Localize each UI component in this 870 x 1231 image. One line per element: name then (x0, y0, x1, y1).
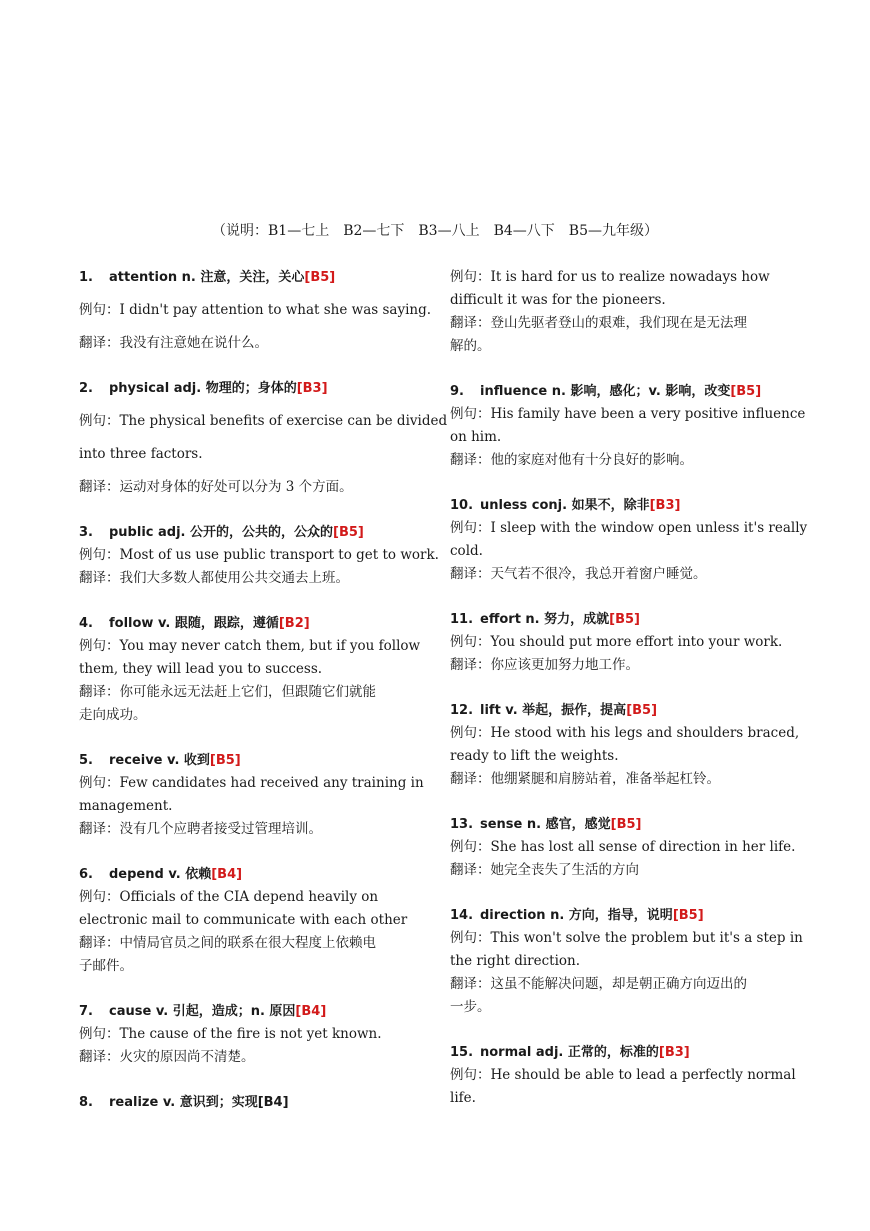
vocab-entry (79, 377, 448, 499)
vocab-entry (450, 813, 802, 882)
level-legend: （说明：B1—七上 B2—七下 B3—八上 B4—八下 B5—九年级） (212, 223, 658, 239)
vocab-entry (79, 863, 431, 978)
example-sentence: 例句：He stood with his legs and shoulders braced, (450, 725, 800, 741)
vocab-entry (79, 612, 431, 727)
entry-word: sense n. 感官，感觉 (480, 817, 611, 832)
example-sentence: cold. (450, 543, 483, 559)
entry-word: effort n. 努力，成就 (480, 612, 610, 627)
entry-word: normal adj. 正常的，标准的 (480, 1045, 659, 1060)
entry-number: 6. (79, 867, 93, 882)
entry-number: 15. (450, 1045, 474, 1060)
entry-word: receive v. 收到 (109, 753, 210, 768)
entry-word: cause v. 引起，造成；n. 原因 (109, 1004, 296, 1019)
right-column (450, 266, 808, 1110)
entry-heading (450, 699, 802, 722)
translation: 子邮件。 (79, 958, 133, 974)
translation: 翻译：他绷紧腿和肩膀站着，准备举起杠铃。 (450, 771, 720, 787)
entry-word: direction n. 方向，指导，说明 (480, 908, 673, 923)
entry-heading (79, 863, 431, 886)
spacer (79, 590, 431, 612)
entry-number: 7. (79, 1004, 93, 1019)
level-tag: [B4] (295, 1004, 327, 1019)
level-tag: [B5] (672, 908, 704, 923)
entry-number: 4. (79, 616, 93, 631)
entry-word: depend v. 依赖 (109, 867, 212, 882)
entry-heading (450, 380, 802, 403)
translation: 翻译：你应该更加努力地工作。 (450, 657, 639, 673)
example-sentence: 例句：It is hard for us to realize nowadays how (450, 269, 770, 285)
translation: 翻译：这虽不能解决问题，却是朝正确方向迈出的 (450, 976, 747, 992)
entry-number: 8. (79, 1095, 93, 1110)
example-sentence: 例句：She has lost all sense of direction in her life. (450, 839, 796, 855)
entry-heading (450, 904, 802, 927)
example-sentence: life. (450, 1090, 476, 1106)
entry-number: 5. (79, 753, 93, 768)
spacer (79, 433, 431, 443)
vocab-entry (79, 266, 431, 355)
entry-number: 12. (450, 703, 474, 718)
translation: 一步。 (450, 999, 491, 1015)
vocab-entry (450, 904, 802, 1019)
translation: 走向成功。 (79, 707, 147, 723)
entry-word: realize v. 意识到；实现[B4] (109, 1095, 289, 1110)
entry-heading (450, 608, 802, 631)
level-tag: [B3] (296, 381, 328, 396)
example-sentence: 例句：You should put more effort into your work. (450, 634, 783, 650)
vocab-entry (450, 699, 802, 791)
entry-heading (79, 521, 431, 544)
entry-number: 1. (79, 270, 93, 285)
spacer (450, 791, 802, 813)
example-sentence: difficult it was for the pioneers. (450, 292, 666, 308)
level-tag: [B5] (626, 703, 658, 718)
entry-word: attention n. 注意，关注，关心 (109, 270, 305, 285)
vocab-entry (450, 1041, 802, 1110)
entry-heading (450, 813, 802, 836)
entry-heading (79, 1091, 431, 1114)
example-sentence: 例句：Most of us use public transport to get to work. (79, 547, 439, 563)
spacer (79, 841, 431, 863)
example-sentence: 例句：His family have been a very positive influence (450, 406, 806, 422)
level-tag: [B2] (278, 616, 310, 631)
example-sentence: 例句：I sleep with the window open unless it's really (450, 520, 808, 536)
entry-number: 11. (450, 612, 474, 627)
translation: 翻译：你可能永远无法赶上它们，但跟随它们就能 (79, 684, 376, 700)
entry-heading (450, 494, 802, 517)
translation: 翻译：天气若不很冷，我总开着窗户睡觉。 (450, 566, 707, 582)
entry-heading (79, 266, 431, 289)
vocab-entry (450, 380, 806, 472)
spacer (79, 322, 431, 332)
example-sentence: into three factors. (79, 446, 203, 462)
entry-heading (79, 749, 431, 772)
spacer (79, 466, 431, 476)
level-tag: [B5] (730, 384, 762, 399)
level-tag: [B3] (658, 1045, 690, 1060)
spacer (450, 472, 802, 494)
example-sentence: 例句：Few candidates had received any training in (79, 775, 424, 791)
entry-number: 9. (450, 384, 464, 399)
entry-word: follow v. 跟随，跟踪，遵循 (109, 616, 279, 631)
entry-number: 13. (450, 817, 474, 832)
level-tag: [B5] (304, 270, 336, 285)
spacer (450, 677, 802, 699)
spacer (79, 978, 431, 1000)
entry-word: physical adj. 物理的；身体的 (109, 381, 297, 396)
spacer (450, 1019, 802, 1041)
spacer (450, 586, 802, 608)
entry-word: influence n. 影响，感化；v. 影响，改变 (480, 384, 731, 399)
translation: 翻译：我们大多数人都使用公共交通去上班。 (79, 570, 349, 586)
entry-word: unless conj. 如果不，除非 (480, 498, 650, 513)
vocab-entry (450, 494, 808, 586)
entry-number: 10. (450, 498, 474, 513)
vocab-entry (79, 1091, 431, 1114)
spacer (79, 355, 431, 377)
example-sentence: 例句：This won't solve the problem but it's a step in (450, 930, 803, 946)
entry-heading (79, 612, 431, 635)
example-sentence: 例句：I didn't pay attention to what she was saying. (79, 302, 432, 318)
example-sentence: 例句：The cause of the fire is not yet known. (79, 1026, 382, 1042)
example-sentence: 例句：Officials of the CIA depend heavily on (79, 889, 379, 905)
spacer (79, 727, 431, 749)
entry-number: 3. (79, 525, 93, 540)
vocab-entry (450, 608, 802, 677)
spacer (79, 1069, 431, 1091)
example-sentence: 例句：He should be able to lead a perfectly normal (450, 1067, 796, 1083)
level-tag: [B5] (209, 753, 241, 768)
vocab-entry (79, 749, 431, 841)
entry-number: 14. (450, 908, 474, 923)
level-tag: [B3] (649, 498, 681, 513)
vocab-entry (79, 521, 439, 590)
vocab-entry (79, 1000, 431, 1069)
level-tag: [B4] (211, 867, 243, 882)
entry-heading (79, 1000, 431, 1023)
example-sentence: them, they will lead you to success. (79, 661, 323, 677)
translation: 翻译：她完全丧失了生活的方向 (450, 862, 639, 878)
example-sentence: 例句：You may never catch them, but if you follow (79, 638, 421, 654)
level-tag: [B5] (333, 525, 364, 540)
left-column (79, 266, 448, 1114)
translation: 翻译：中情局官员之间的联系在很大程度上依赖电 (79, 935, 376, 951)
vocab-entry (450, 266, 802, 358)
entry-word: lift v. 举起，振作，提高 (480, 703, 627, 718)
entry-heading (79, 377, 431, 400)
level-tag: [B5] (610, 817, 642, 832)
spacer (450, 882, 802, 904)
spacer (79, 400, 431, 410)
translation: 翻译：登山先驱者登山的艰难，我们现在是无法理 (450, 315, 747, 331)
translation: 翻译：火灾的原因尚不清楚。 (79, 1049, 255, 1065)
translation: 解的。 (450, 338, 491, 354)
spacer (450, 358, 802, 380)
entry-heading (450, 1041, 802, 1064)
translation: 翻译：他的家庭对他有十分良好的影响。 (450, 452, 693, 468)
spacer (79, 289, 431, 299)
spacer (79, 499, 431, 521)
example-sentence: on him. (450, 429, 502, 445)
entry-word: public adj. 公开的，公共的，公众的 (109, 525, 334, 540)
translation: 翻译：没有几个应聘者接受过管理培训。 (79, 821, 322, 837)
level-tag: [B5] (609, 612, 640, 627)
example-sentence: 例句：The physical benefits of exercise can be divided (79, 413, 448, 429)
entry-number: 2. (79, 381, 93, 396)
example-sentence: electronic mail to communicate with each other (79, 912, 408, 928)
example-sentence: management. (79, 798, 173, 814)
example-sentence: the right direction. (450, 953, 581, 969)
translation: 翻译：运动对身体的好处可以分为 3 个方面。 (79, 479, 353, 495)
example-sentence: ready to lift the weights. (450, 748, 619, 764)
translation: 翻译：我没有注意她在说什么。 (79, 335, 268, 351)
